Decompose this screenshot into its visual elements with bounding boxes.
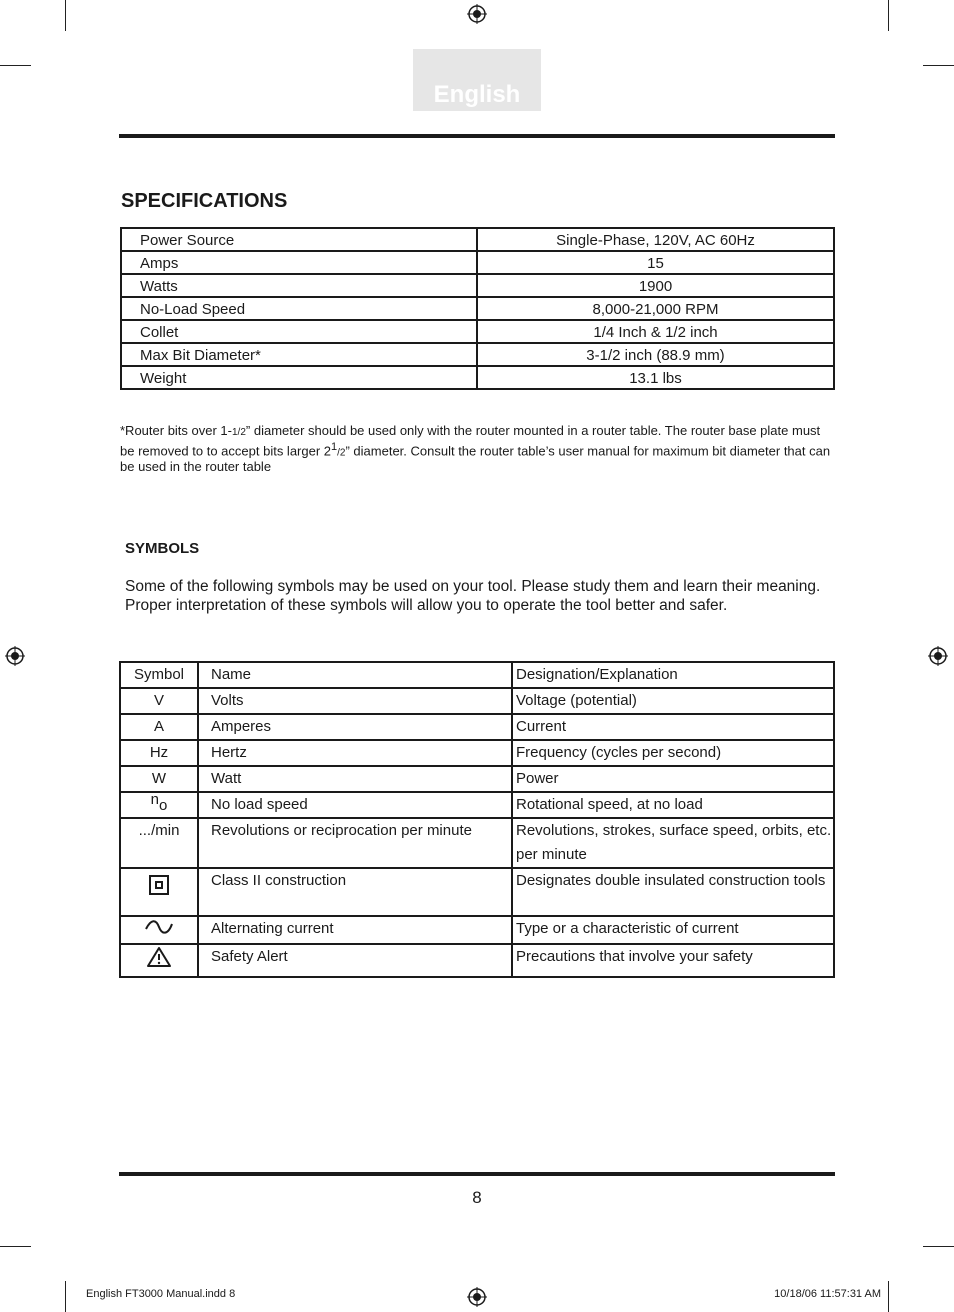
spec-value: 15	[477, 251, 834, 274]
table-row	[120, 868, 834, 916]
symbol-cell: W	[120, 766, 198, 792]
footnote-fraction-denominator: /2	[337, 447, 346, 459]
symbol-cell: A	[120, 714, 198, 740]
symbol-cell: .../min	[120, 818, 198, 868]
specifications-heading: SPECIFICATIONS	[121, 190, 288, 212]
symbol-cell	[120, 916, 198, 944]
spec-label: Weight	[121, 366, 477, 389]
designation-cell: Power	[512, 766, 834, 792]
spec-label: Collet	[121, 320, 477, 343]
designation-cell: Precautions that involve your safety	[512, 944, 834, 977]
designation-cell: Frequency (cycles per second)	[512, 740, 834, 766]
table-row	[120, 944, 834, 977]
spec-value: 13.1 lbs	[477, 366, 834, 389]
table-row	[120, 766, 834, 792]
symbol-cell: Hz	[120, 740, 198, 766]
column-header-symbol: Symbol	[120, 662, 198, 688]
crop-mark	[888, 1281, 889, 1312]
registration-mark-icon	[467, 4, 487, 24]
table-header-row	[120, 662, 834, 688]
name-cell: Safety Alert	[198, 944, 512, 977]
bottom-rule	[119, 1172, 835, 1176]
designation-cell: Rotational speed, at no load	[512, 792, 834, 818]
registration-mark-icon	[5, 646, 25, 666]
alternating-current-icon	[144, 919, 174, 935]
name-cell: No load speed	[198, 792, 512, 818]
table-row	[121, 297, 834, 320]
designation-cell: Revolutions, strokes, surface speed, orbits, etc. per minute	[512, 818, 834, 868]
column-header-name: Name	[198, 662, 512, 688]
symbols-heading: SYMBOLS	[125, 540, 200, 557]
name-cell: Amperes	[198, 714, 512, 740]
designation-cell: Designates double insulated construction tools	[512, 868, 834, 916]
symbol-cell	[120, 944, 198, 977]
specifications-footnote	[120, 424, 836, 474]
name-cell: Class II construction	[198, 868, 512, 916]
spec-label: Watts	[121, 274, 477, 297]
warning-triangle-icon	[146, 946, 172, 968]
table-row	[120, 740, 834, 766]
designation-cell: Type or a characteristic of current	[512, 916, 834, 944]
specifications-table	[120, 227, 835, 390]
class-ii-square-icon	[149, 875, 169, 895]
symbol-subscript-o: o	[159, 797, 168, 814]
top-rule	[119, 134, 835, 138]
spec-value: 1900	[477, 274, 834, 297]
symbol-cell-no-load	[120, 792, 198, 818]
table-row	[121, 343, 834, 366]
spec-value: Single-Phase, 120V, AC 60Hz	[477, 228, 834, 251]
name-cell: Hertz	[198, 740, 512, 766]
footnote-text: *Router bits over 1-	[120, 423, 232, 438]
footnote-fraction: 1/2	[232, 427, 246, 438]
footnote-fraction-numerator: 1	[331, 441, 338, 453]
symbol-cell: V	[120, 688, 198, 714]
footnote-text: ” diameter. Consult the router table’s user manual for maximum bit diameter that can be used in the router table	[120, 443, 831, 475]
name-cell: Alternating current	[198, 916, 512, 944]
table-row	[121, 320, 834, 343]
table-row	[120, 916, 834, 944]
slug-file-name: English FT3000 Manual.indd 8	[86, 1288, 236, 1300]
crop-mark	[923, 65, 954, 66]
table-row	[120, 792, 834, 818]
symbols-table	[119, 661, 835, 978]
slug-timestamp: 10/18/06 11:57:31 AM	[774, 1288, 881, 1300]
designation-cell: Voltage (potential)	[512, 688, 834, 714]
table-row	[120, 688, 834, 714]
symbol-n: n	[150, 791, 159, 808]
column-header-designation: Designation/Explanation	[512, 662, 834, 688]
table-row	[121, 228, 834, 251]
registration-mark-icon	[928, 646, 948, 666]
table-row	[120, 818, 834, 868]
crop-mark	[65, 1281, 66, 1312]
table-row	[121, 274, 834, 297]
name-cell: Revolutions or reciprocation per minute	[198, 818, 512, 868]
language-tab: English	[413, 49, 541, 111]
crop-mark	[65, 0, 66, 31]
registration-mark-icon	[467, 1287, 487, 1307]
table-row	[121, 251, 834, 274]
spec-label: Amps	[121, 251, 477, 274]
spec-label: Max Bit Diameter*	[121, 343, 477, 366]
table-row	[120, 714, 834, 740]
symbols-intro: Some of the following symbols may be used on your tool. Please study them and learn their meaning. Proper interpretation of these symbols will allow you to operate the tool better and safer.	[125, 578, 821, 614]
table-row	[121, 366, 834, 389]
crop-mark	[888, 0, 889, 31]
crop-mark	[923, 1246, 954, 1247]
page-number: 8	[472, 1188, 482, 1207]
spec-label: Power Source	[121, 228, 477, 251]
footnote-text: ” diameter should be used only with the router mounted in a router table. The router base plate must be removed to to accept bits larger 2	[120, 423, 821, 459]
spec-value: 8,000-21,000 RPM	[477, 297, 834, 320]
designation-cell: Current	[512, 714, 834, 740]
crop-mark	[0, 65, 31, 66]
crop-mark	[0, 1246, 31, 1247]
spec-label: No-Load Speed	[121, 297, 477, 320]
name-cell: Watt	[198, 766, 512, 792]
spec-value: 3-1/2 inch (88.9 mm)	[477, 343, 834, 366]
spec-value: 1/4 Inch & 1/2 inch	[477, 320, 834, 343]
name-cell: Volts	[198, 688, 512, 714]
symbol-cell	[120, 868, 198, 916]
